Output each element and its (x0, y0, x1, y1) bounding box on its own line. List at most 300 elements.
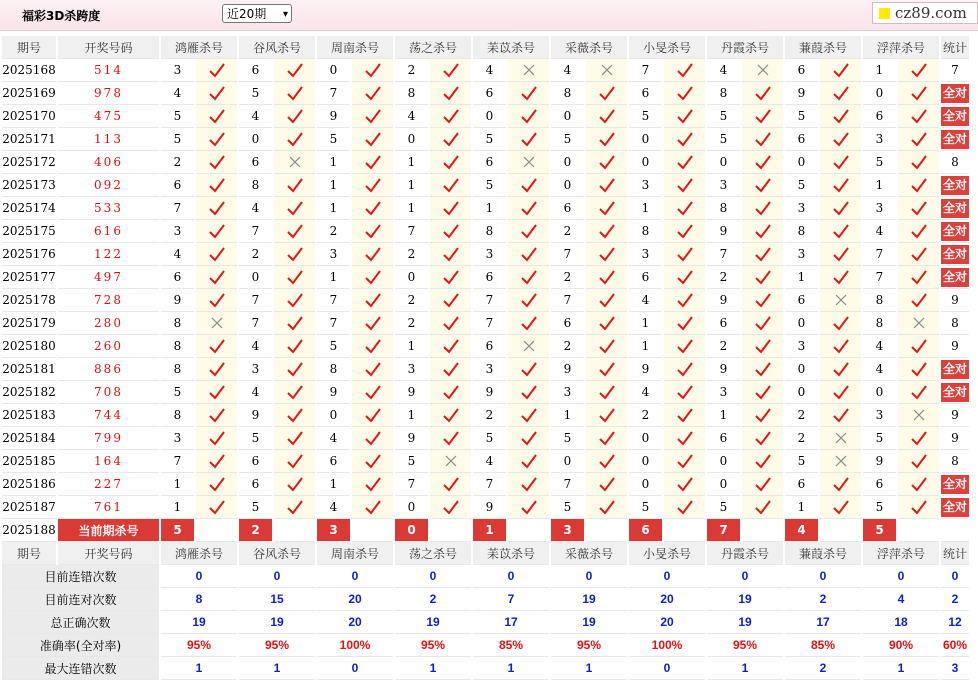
stat-cell (941, 358, 969, 381)
kill-number-cell: 1 (785, 496, 818, 519)
stat-cell (941, 243, 969, 266)
col-expert-header[interactable]: 蒹葭杀号 (785, 542, 861, 565)
site-logo[interactable] (872, 2, 978, 24)
col-expert-header[interactable]: 荡之杀号 (395, 36, 471, 59)
kill-number-cell: 8 (629, 220, 662, 243)
check-icon (898, 59, 939, 82)
kill-number-cell: 9 (161, 289, 194, 312)
check-icon (430, 197, 471, 220)
check-icon (586, 82, 627, 105)
cross-icon (508, 59, 549, 82)
col-numbers-header: 开奖号码 (58, 542, 159, 565)
check-icon (352, 266, 393, 289)
kill-number-cell: 3 (161, 427, 194, 450)
current-kill-number: 3 (551, 519, 584, 542)
check-icon (742, 128, 783, 151)
kill-number-cell: 6 (239, 450, 272, 473)
draw-numbers-cell: 475 (58, 105, 159, 128)
kill-number-cell: 2 (395, 59, 428, 82)
check-icon (664, 496, 705, 519)
kill-number-cell: 4 (317, 427, 350, 450)
summary-row (2, 565, 969, 588)
summary-value: 1 (551, 657, 627, 680)
kill-number-cell: 5 (707, 105, 740, 128)
summary-label: 总正确次数 (2, 611, 159, 634)
kill-number-cell: 2 (395, 243, 428, 266)
kill-number-cell: 8 (161, 358, 194, 381)
summary-value: 0 (941, 565, 969, 588)
summary-label: 目前连对次数 (2, 588, 159, 611)
summary-value: 2 (941, 588, 969, 611)
check-icon (664, 128, 705, 151)
cross-icon (742, 59, 783, 82)
stat-cell (941, 82, 969, 105)
kill-number-cell: 7 (629, 59, 662, 82)
kill-number-cell: 6 (473, 151, 506, 174)
empty-cell (274, 519, 315, 542)
kill-number-cell: 9 (317, 105, 350, 128)
check-icon (586, 473, 627, 496)
kill-number-cell: 1 (395, 151, 428, 174)
cross-icon (898, 404, 939, 427)
kill-number-cell: 1 (317, 174, 350, 197)
summary-value: 0 (785, 565, 861, 588)
check-icon (508, 266, 549, 289)
table-row (2, 289, 969, 312)
col-expert-header[interactable]: 蒹葭杀号 (785, 36, 861, 59)
kill-number-cell: 0 (629, 151, 662, 174)
summary-label: 最大连错次数 (2, 657, 159, 680)
kill-number-cell: 5 (707, 128, 740, 151)
check-icon (430, 266, 471, 289)
current-kill-number: 1 (473, 519, 506, 542)
issue-cell: 2025180 (2, 335, 56, 358)
kill-number-cell: 6 (551, 197, 584, 220)
col-expert-header[interactable]: 鸿雁杀号 (161, 542, 237, 565)
kill-number-cell: 5 (239, 427, 272, 450)
empty-cell (586, 519, 627, 542)
period-select[interactable] (222, 4, 292, 23)
check-icon (586, 289, 627, 312)
check-icon (820, 496, 861, 519)
current-kill-number: 5 (863, 519, 896, 542)
kill-number-cell: 7 (863, 243, 896, 266)
col-expert-header[interactable]: 周南杀号 (317, 36, 393, 59)
kill-number-cell: 9 (473, 381, 506, 404)
summary-value: 7 (473, 588, 549, 611)
check-icon (586, 151, 627, 174)
check-icon (742, 335, 783, 358)
kill-number-cell: 7 (239, 312, 272, 335)
check-icon (508, 381, 549, 404)
kill-number-cell: 5 (551, 427, 584, 450)
kill-number-cell: 5 (395, 450, 428, 473)
table-row (2, 105, 969, 128)
kill-number-cell: 3 (785, 243, 818, 266)
kill-number-cell: 2 (395, 312, 428, 335)
kill-number-cell: 5 (551, 496, 584, 519)
check-icon (742, 105, 783, 128)
cross-icon (586, 59, 627, 82)
kill-number-cell: 4 (629, 289, 662, 312)
check-icon (352, 220, 393, 243)
kill-number-cell: 3 (473, 243, 506, 266)
check-icon (586, 404, 627, 427)
kill-number-cell: 7 (473, 289, 506, 312)
check-icon (430, 151, 471, 174)
table-row (2, 128, 969, 151)
table-row (2, 496, 969, 519)
kill-number-cell: 3 (629, 174, 662, 197)
check-icon (664, 335, 705, 358)
col-expert-header[interactable]: 采薇杀号 (551, 36, 627, 59)
kill-number-cell: 6 (473, 82, 506, 105)
kill-number-cell: 6 (707, 427, 740, 450)
kill-number-cell: 1 (785, 266, 818, 289)
empty-cell (664, 519, 705, 542)
check-icon (898, 381, 939, 404)
kill-number-cell: 2 (551, 220, 584, 243)
check-icon (274, 427, 315, 450)
kill-number-cell: 6 (161, 174, 194, 197)
check-icon (274, 358, 315, 381)
summary-value: 17 (785, 611, 861, 634)
check-icon (430, 174, 471, 197)
check-icon (196, 266, 237, 289)
check-icon (586, 220, 627, 243)
kill-number-cell: 2 (161, 151, 194, 174)
kill-number-cell: 6 (785, 473, 818, 496)
check-icon (274, 381, 315, 404)
kill-number-cell: 4 (239, 105, 272, 128)
kill-number-cell: 5 (863, 151, 896, 174)
col-expert-header[interactable]: 苿苡杀号 (473, 36, 549, 59)
check-icon (586, 105, 627, 128)
col-expert-header[interactable]: 采薇杀号 (551, 542, 627, 565)
check-icon (742, 473, 783, 496)
check-icon (196, 289, 237, 312)
draw-numbers-cell: 514 (58, 59, 159, 82)
col-expert-header[interactable]: 小旻杀号 (629, 542, 705, 565)
summary-value: 8 (161, 588, 237, 611)
kill-number-cell: 0 (785, 151, 818, 174)
check-icon (664, 473, 705, 496)
all-correct-badge: 全对 (941, 245, 969, 264)
check-icon (274, 473, 315, 496)
check-icon (352, 59, 393, 82)
kill-number-cell: 3 (161, 59, 194, 82)
draw-numbers-cell: 164 (58, 450, 159, 473)
check-icon (664, 312, 705, 335)
check-icon (352, 427, 393, 450)
all-correct-badge: 全对 (941, 498, 969, 517)
check-icon (430, 289, 471, 312)
check-icon (898, 128, 939, 151)
check-icon (430, 381, 471, 404)
col-expert-header[interactable]: 谷风杀号 (239, 36, 315, 59)
check-icon (898, 82, 939, 105)
kill-number-cell: 7 (395, 220, 428, 243)
summary-value: 1 (395, 657, 471, 680)
all-correct-badge: 全对 (941, 107, 969, 126)
check-icon (586, 381, 627, 404)
kill-number-cell: 2 (707, 335, 740, 358)
table-row (2, 473, 969, 496)
kill-number-cell: 2 (551, 266, 584, 289)
kill-number-cell: 8 (395, 82, 428, 105)
check-icon (742, 243, 783, 266)
check-icon (196, 59, 237, 82)
issue-cell: 2025176 (2, 243, 56, 266)
check-icon (664, 266, 705, 289)
kill-number-cell: 7 (551, 243, 584, 266)
draw-numbers-cell: 744 (58, 404, 159, 427)
check-icon (352, 105, 393, 128)
kill-number-cell: 0 (395, 266, 428, 289)
check-icon (742, 174, 783, 197)
kill-number-cell: 0 (551, 450, 584, 473)
kill-number-cell: 0 (707, 151, 740, 174)
summary-value: 20 (629, 611, 705, 634)
check-icon (898, 243, 939, 266)
kill-number-cell: 3 (473, 358, 506, 381)
kill-number-cell: 1 (707, 404, 740, 427)
summary-value: 2 (785, 657, 861, 680)
check-icon (508, 450, 549, 473)
summary-value: 100% (317, 634, 393, 657)
check-icon (586, 266, 627, 289)
kill-number-cell: 7 (395, 473, 428, 496)
check-icon (820, 473, 861, 496)
col-expert-header[interactable]: 小旻杀号 (629, 36, 705, 59)
kill-number-cell: 3 (239, 358, 272, 381)
check-icon (664, 358, 705, 381)
summary-value: 20 (629, 588, 705, 611)
kill-number-cell: 4 (395, 105, 428, 128)
table-row (2, 220, 969, 243)
summary-value: 95% (551, 634, 627, 657)
draw-numbers-cell: 406 (58, 151, 159, 174)
col-expert-header[interactable]: 苿苡杀号 (473, 542, 549, 565)
kill-number-cell: 4 (863, 358, 896, 381)
summary-value: 95% (239, 634, 315, 657)
kill-number-cell: 6 (161, 266, 194, 289)
col-expert-header[interactable]: 丹霞杀号 (707, 542, 783, 565)
kill-number-cell: 6 (785, 59, 818, 82)
summary-value: 100% (629, 634, 705, 657)
check-icon (898, 335, 939, 358)
check-icon (820, 335, 861, 358)
check-icon (508, 82, 549, 105)
summary-value: 95% (707, 634, 783, 657)
kill-number-cell: 9 (239, 404, 272, 427)
check-icon (196, 128, 237, 151)
kill-number-cell: 4 (863, 220, 896, 243)
current-kill-number: 2 (239, 519, 272, 542)
kill-number-cell: 5 (473, 128, 506, 151)
draw-numbers-cell: 113 (58, 128, 159, 151)
kill-number-cell: 1 (473, 197, 506, 220)
kill-number-cell: 1 (551, 404, 584, 427)
check-icon (586, 427, 627, 450)
check-icon (898, 427, 939, 450)
summary-value: 0 (473, 565, 549, 588)
check-icon (352, 128, 393, 151)
kill-number-cell: 5 (161, 381, 194, 404)
check-icon (820, 358, 861, 381)
stat-cell (941, 174, 969, 197)
kill-number-cell: 3 (863, 128, 896, 151)
kill-number-cell: 9 (707, 289, 740, 312)
check-icon (430, 59, 471, 82)
draw-numbers-cell: 497 (58, 266, 159, 289)
table-row (2, 266, 969, 289)
stat-cell: 9 (941, 289, 969, 312)
issue-cell: 2025175 (2, 220, 56, 243)
kill-number-cell: 5 (863, 496, 896, 519)
kill-number-cell: 7 (473, 312, 506, 335)
check-icon (274, 105, 315, 128)
check-icon (352, 496, 393, 519)
check-icon (196, 496, 237, 519)
check-icon (898, 496, 939, 519)
summary-value: 19 (161, 611, 237, 634)
check-icon (586, 174, 627, 197)
col-numbers-header: 开奖号码 (58, 36, 159, 59)
check-icon (664, 59, 705, 82)
kill-number-cell: 2 (551, 335, 584, 358)
stat-cell (941, 381, 969, 404)
kill-number-cell: 5 (239, 496, 272, 519)
summary-label: 目前连错次数 (2, 565, 159, 588)
col-expert-header[interactable]: 周南杀号 (317, 542, 393, 565)
cross-icon (820, 450, 861, 473)
check-icon (820, 243, 861, 266)
col-expert-header[interactable]: 谷风杀号 (239, 542, 315, 565)
check-icon (196, 82, 237, 105)
cross-icon (898, 312, 939, 335)
check-icon (898, 266, 939, 289)
issue-cell: 2025185 (2, 450, 56, 473)
cross-icon (820, 289, 861, 312)
kill-number-cell: 2 (707, 266, 740, 289)
current-kill-number: 4 (785, 519, 818, 542)
check-icon (274, 243, 315, 266)
current-kill-label: 当前期杀号 (58, 519, 159, 542)
check-icon (508, 174, 549, 197)
summary-value: 20 (317, 611, 393, 634)
kill-number-cell: 0 (863, 381, 896, 404)
draw-numbers-cell: 978 (58, 82, 159, 105)
col-expert-header[interactable]: 浮萍杀号 (863, 36, 939, 59)
kill-number-cell: 5 (629, 105, 662, 128)
issue-cell: 2025188 (2, 519, 56, 542)
check-icon (274, 289, 315, 312)
check-icon (352, 243, 393, 266)
kill-number-cell: 3 (629, 243, 662, 266)
kill-number-cell: 1 (863, 174, 896, 197)
kill-number-cell: 9 (707, 220, 740, 243)
check-icon (586, 312, 627, 335)
table-row (2, 335, 969, 358)
check-icon (664, 197, 705, 220)
kill-number-cell: 1 (629, 312, 662, 335)
summary-row (2, 611, 969, 634)
col-expert-header[interactable]: 荡之杀号 (395, 542, 471, 565)
col-issue-header: 期号 (2, 542, 56, 565)
cross-icon (820, 427, 861, 450)
empty-cell (430, 519, 471, 542)
kill-number-cell: 0 (473, 105, 506, 128)
draw-numbers-cell: 122 (58, 243, 159, 266)
check-icon (430, 496, 471, 519)
check-icon (742, 450, 783, 473)
col-expert-header[interactable]: 鸿雁杀号 (161, 36, 237, 59)
kill-number-cell: 0 (629, 427, 662, 450)
col-expert-header[interactable]: 丹霞杀号 (707, 36, 783, 59)
check-icon (508, 128, 549, 151)
kill-number-cell: 0 (785, 358, 818, 381)
kill-number-cell: 6 (551, 312, 584, 335)
kill-number-cell: 6 (239, 151, 272, 174)
check-icon (430, 404, 471, 427)
kill-number-cell: 4 (239, 197, 272, 220)
check-icon (820, 151, 861, 174)
kill-number-cell: 0 (785, 312, 818, 335)
check-icon (352, 381, 393, 404)
issue-cell: 2025181 (2, 358, 56, 381)
summary-value: 0 (863, 565, 939, 588)
top-bar (0, 0, 978, 31)
summary-value: 18 (863, 611, 939, 634)
check-icon (586, 496, 627, 519)
check-icon (664, 427, 705, 450)
issue-cell: 2025169 (2, 82, 56, 105)
empty-cell (742, 519, 783, 542)
summary-value: 19 (395, 611, 471, 634)
check-icon (820, 174, 861, 197)
kill-number-cell: 3 (395, 358, 428, 381)
summary-value: 20 (317, 588, 393, 611)
kill-number-cell: 2 (317, 220, 350, 243)
check-icon (742, 496, 783, 519)
col-expert-header[interactable]: 浮萍杀号 (863, 542, 939, 565)
kill-number-cell: 6 (629, 266, 662, 289)
check-icon (196, 151, 237, 174)
check-icon (430, 427, 471, 450)
summary-value: 2 (395, 588, 471, 611)
kill-number-cell: 1 (317, 473, 350, 496)
summary-row (2, 634, 969, 657)
kill-number-cell: 7 (239, 220, 272, 243)
all-correct-badge: 全对 (941, 222, 969, 241)
check-icon (664, 220, 705, 243)
check-icon (820, 381, 861, 404)
kill-number-cell: 0 (629, 473, 662, 496)
stat-cell (941, 496, 969, 519)
kill-number-cell: 2 (473, 404, 506, 427)
empty-cell (196, 519, 237, 542)
kill-number-cell: 7 (551, 473, 584, 496)
summary-label: 准确率(全对率) (2, 634, 159, 657)
check-icon (586, 335, 627, 358)
check-icon (742, 381, 783, 404)
summary-value: 0 (317, 565, 393, 588)
table-row (2, 404, 969, 427)
check-icon (664, 450, 705, 473)
summary-value: 1 (239, 657, 315, 680)
check-icon (196, 404, 237, 427)
